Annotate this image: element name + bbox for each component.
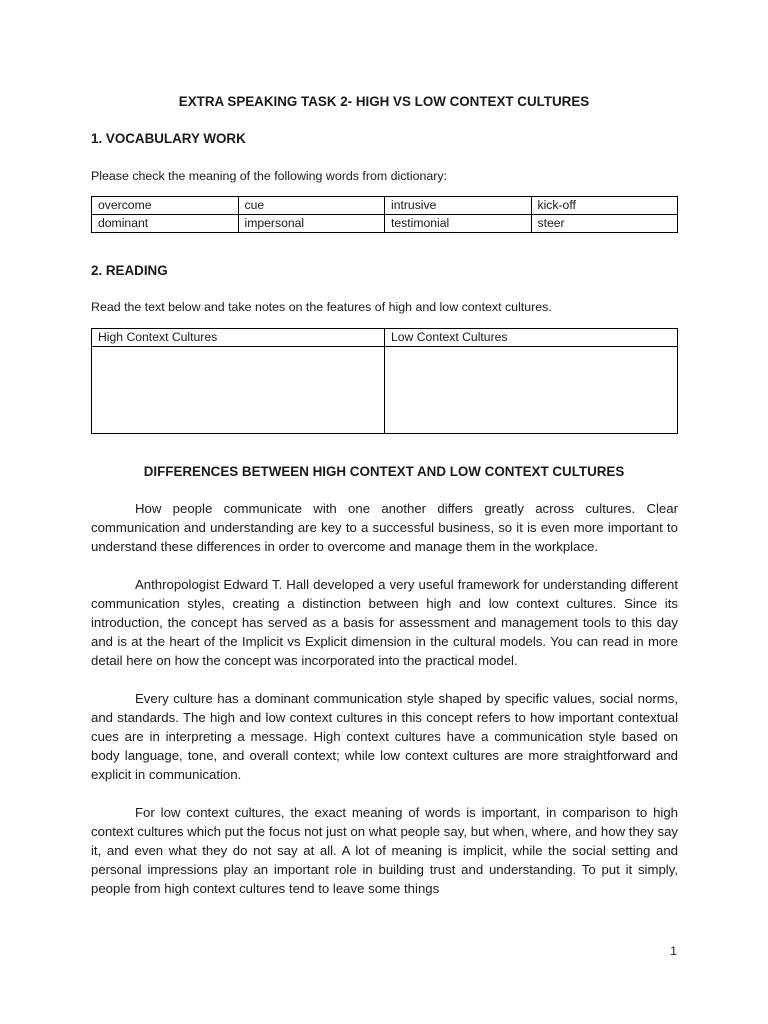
vocabulary-cell: impersonal bbox=[238, 215, 385, 233]
vocabulary-heading: 1. VOCABULARY WORK bbox=[91, 131, 246, 146]
article-paragraph: Every culture has a dominant communication style shaped by specific values, social norms, and standards. The high and low context cultures in this concept refers to how important contextual cues are in interpreting a message. High context cultures have a communication style based on body language, tone, and overall context; while low context cultures are more straightforward and explicit in communication. bbox=[91, 691, 678, 782]
low-context-column-header: Low Context Cultures bbox=[385, 329, 678, 347]
reading-instruction: Read the text below and take notes on the features of high and low context cultures. bbox=[91, 300, 552, 314]
low-context-notes-cell[interactable] bbox=[385, 347, 678, 434]
high-context-column-header: High Context Cultures bbox=[92, 329, 385, 347]
vocabulary-table bbox=[91, 196, 678, 233]
vocabulary-cell: steer bbox=[531, 215, 678, 233]
vocabulary-cell: dominant bbox=[92, 215, 239, 233]
table-row bbox=[92, 215, 678, 233]
article-paragraph: Anthropologist Edward T. Hall developed a very useful framework for understanding different communication styles, creating a distinction between high and low context cultures. Since its introduction, the concept has served as a basis for assessment and management tools to this day and is at the heart of the Implicit vs Explicit dimension in the cultural models. You can read in more detail here on how the concept was incorporated into the practical model. bbox=[91, 577, 678, 668]
document-title: EXTRA SPEAKING TASK 2- HIGH VS LOW CONTEXT CULTURES bbox=[178, 94, 590, 109]
reading-heading: 2. READING bbox=[91, 263, 168, 278]
notes-table bbox=[91, 328, 678, 434]
table-row bbox=[92, 197, 678, 215]
vocabulary-cell: cue bbox=[238, 197, 385, 215]
article-paragraph: How people communicate with one another differs greatly across cultures. Clear communication and understanding are key to a successful business, so it is even more important to understand these differences in order to overcome and manage them in the workplace. bbox=[91, 501, 678, 554]
article-title: DIFFERENCES BETWEEN HIGH CONTEXT AND LOW CONTEXT CULTURES bbox=[143, 464, 625, 479]
article-body bbox=[91, 499, 678, 917]
page-number: 1 bbox=[670, 944, 677, 958]
table-row bbox=[92, 347, 678, 434]
vocabulary-instruction: Please check the meaning of the following words from dictionary: bbox=[91, 169, 448, 183]
vocabulary-cell: intrusive bbox=[385, 197, 532, 215]
vocabulary-cell: testimonial bbox=[385, 215, 532, 233]
vocabulary-cell: kick-off bbox=[531, 197, 678, 215]
table-row bbox=[92, 329, 678, 347]
vocabulary-cell: overcome bbox=[92, 197, 239, 215]
high-context-notes-cell[interactable] bbox=[92, 347, 385, 434]
article-paragraph: For low context cultures, the exact meaning of words is important, in comparison to high context cultures which put the focus not just on what people say, but when, where, and how they say it, and even what they do not say at all. A lot of meaning is implicit, while the social setting and personal impressions play an important role in building trust and understanding. To put it simply, people from high context cultures tend to leave some things bbox=[91, 805, 678, 896]
